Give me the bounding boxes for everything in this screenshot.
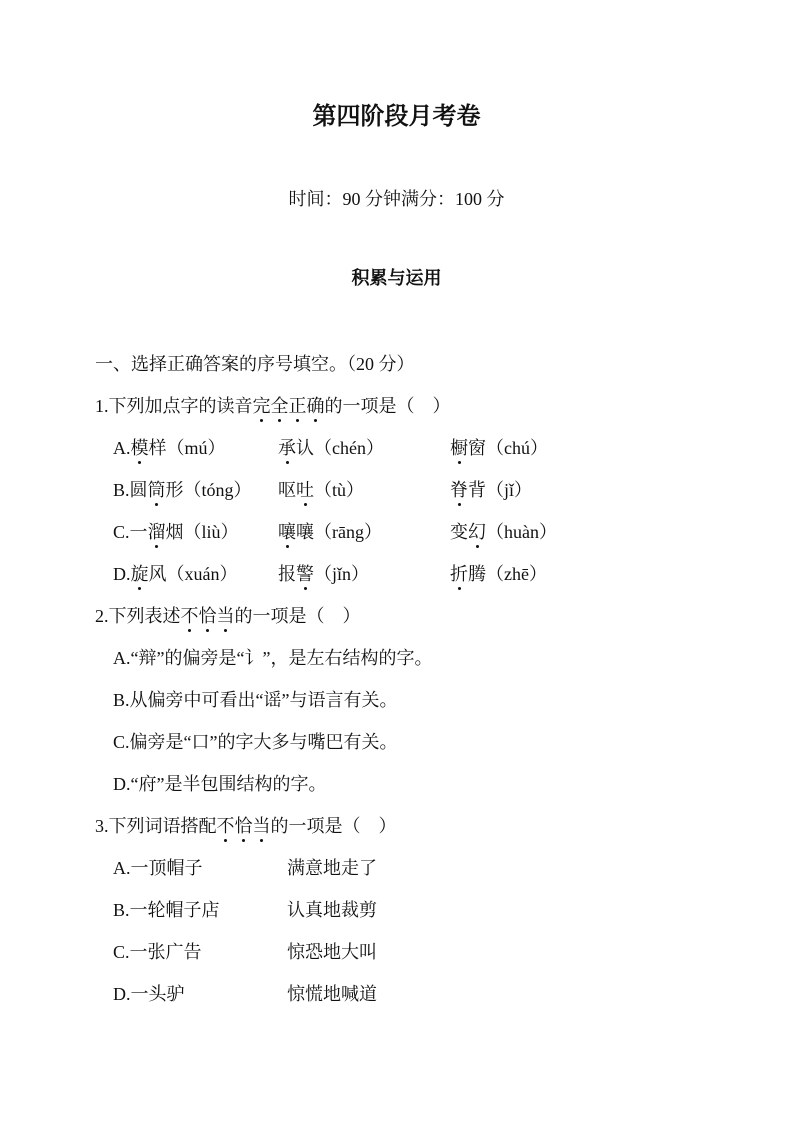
question-3-option-c bbox=[0, 940, 793, 982]
questions-area bbox=[0, 352, 793, 1024]
q1-option-b-word-3: 脊背（jǐ） bbox=[450, 480, 533, 500]
question-3-option-d bbox=[0, 982, 793, 1024]
q3-option-b-word-1: B.一轮帽子店 bbox=[113, 900, 220, 920]
q1-option-b-word-2: 呕吐（tù） bbox=[278, 480, 365, 500]
q1-option-c-word-3: 变幻（huàn） bbox=[450, 522, 557, 542]
question-1-option-d bbox=[0, 562, 793, 604]
q3-option-c-word-1: C.一张广告 bbox=[113, 942, 202, 962]
part-one-heading: 一、选择正确答案的序号填空。（20 分） bbox=[95, 354, 415, 374]
question-2-stem: 2.下列表述不恰当的一项是（ ） bbox=[95, 606, 361, 626]
time-score-info: 时间：90 分钟满分：100 分 bbox=[288, 189, 505, 209]
question-1-option-b bbox=[0, 478, 793, 520]
q1-option-d-word-3: 折腾（zhē） bbox=[450, 564, 547, 584]
q1-option-a-word-2: 承认（chén） bbox=[278, 438, 384, 458]
question-3-option-b bbox=[0, 898, 793, 940]
q3-option-c-word-2: 惊恐地大叫 bbox=[287, 942, 377, 962]
question-2-option-a bbox=[0, 646, 793, 688]
question-2-option-c bbox=[0, 730, 793, 772]
q1-option-a-word-1: A.模样（mú） bbox=[113, 438, 226, 458]
question-1-stem: 1.下列加点字的读音完全正确的一项是（ ） bbox=[95, 396, 451, 416]
q1-option-c-word-2: 嚷嚷（rāng） bbox=[278, 522, 382, 542]
q2-option-d-text: D.“府”是半包围结构的字。 bbox=[113, 774, 327, 794]
page-title: 第四阶段月考卷 bbox=[312, 104, 481, 130]
question-1-option-c bbox=[0, 520, 793, 562]
q1-option-c-word-1: C.一溜烟（liù） bbox=[113, 522, 239, 542]
q3-option-a-word-2: 满意地走了 bbox=[287, 858, 377, 878]
q1-option-d-word-1: D.旋风（xuán） bbox=[113, 564, 238, 584]
q3-option-b-word-2: 认真地裁剪 bbox=[287, 900, 377, 920]
question-1-option-a bbox=[0, 436, 793, 478]
q1-option-d-word-2: 报警（jǐn） bbox=[278, 564, 370, 584]
question-2-option-d bbox=[0, 772, 793, 814]
q2-option-a-text: A.“辩”的偏旁是“讠”，是左右结构的字。 bbox=[113, 648, 433, 668]
q1-option-a-word-3: 橱窗（chú） bbox=[450, 438, 548, 458]
q2-option-b-text: B.从偏旁中可看出“谣”与语言有关。 bbox=[113, 690, 398, 710]
question-3-stem: 3.下列词语搭配不恰当的一项是（ ） bbox=[95, 816, 397, 836]
question-2-option-b bbox=[0, 688, 793, 730]
q3-option-a-word-1: A.一顶帽子 bbox=[113, 858, 203, 878]
q3-option-d-word-2: 惊慌地喊道 bbox=[287, 984, 377, 1004]
q1-option-b-word-1: B.圆筒形（tóng） bbox=[113, 480, 252, 500]
question-3-option-a bbox=[0, 856, 793, 898]
q2-option-c-text: C.偏旁是“口”的字大多与嘴巴有关。 bbox=[113, 732, 398, 752]
section-header: 积累与运用 bbox=[351, 268, 442, 288]
q3-option-d-word-1: D.一头驴 bbox=[113, 984, 185, 1004]
